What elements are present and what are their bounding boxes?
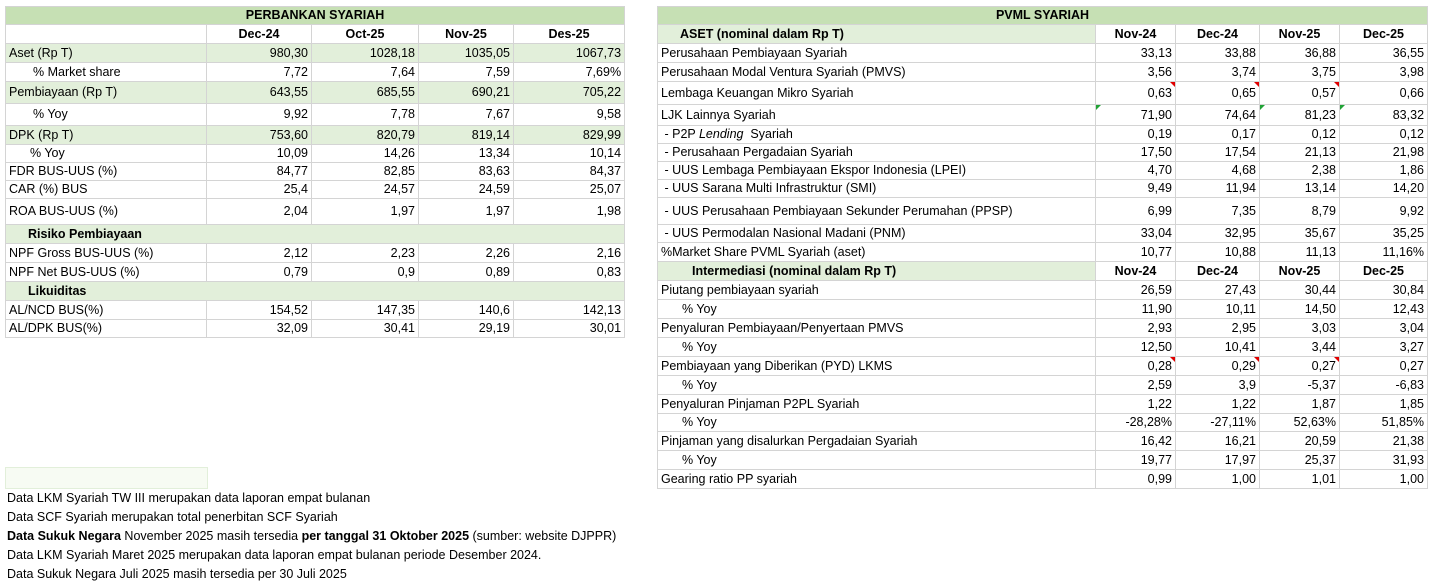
cell: 0,89 bbox=[419, 263, 514, 282]
cell: 33,13 bbox=[1096, 44, 1176, 63]
cell: 0,79 bbox=[207, 263, 312, 282]
cell: 1035,05 bbox=[419, 44, 514, 63]
cell: 21,98 bbox=[1340, 144, 1428, 162]
row-label: Perusahaan Modal Ventura Syariah (PMVS) bbox=[658, 63, 1096, 82]
cell: 9,92 bbox=[1340, 198, 1428, 225]
cell: 83,32 bbox=[1340, 105, 1428, 126]
cell: 690,21 bbox=[419, 82, 514, 104]
cell: 31,93 bbox=[1340, 451, 1428, 470]
corner-cell bbox=[6, 25, 207, 44]
row-label: LJK Lainnya Syariah bbox=[658, 105, 1096, 126]
row-label: FDR BUS-UUS (%) bbox=[6, 163, 207, 181]
row-label: Piutang pembiayaan syariah bbox=[658, 281, 1096, 300]
row-label: DPK (Rp T) bbox=[6, 126, 207, 145]
col-header: Des-25 bbox=[514, 25, 625, 44]
table-row bbox=[658, 105, 1428, 126]
table-row bbox=[6, 301, 625, 320]
cell: 35,25 bbox=[1340, 225, 1428, 243]
cell: 0,66 bbox=[1340, 82, 1428, 105]
cell: 1,00 bbox=[1340, 470, 1428, 489]
row-label: Perusahaan Pembiayaan Syariah bbox=[658, 44, 1096, 63]
cell: -6,83 bbox=[1340, 376, 1428, 395]
footnote: Data LKM Syariah TW III merupakan data laporan empat bulanan bbox=[7, 491, 371, 505]
cell: 12,50 bbox=[1096, 338, 1176, 357]
cell: 30,01 bbox=[514, 320, 625, 338]
cell: 25,07 bbox=[514, 181, 625, 199]
cell: 3,44 bbox=[1260, 338, 1340, 357]
cell: 32,95 bbox=[1176, 225, 1260, 243]
cell: 0,28 bbox=[1096, 357, 1176, 376]
col-header: Nov-25 bbox=[1260, 25, 1340, 44]
section-row bbox=[6, 225, 625, 244]
cell: 30,84 bbox=[1340, 281, 1428, 300]
table-row bbox=[6, 163, 625, 181]
cell: 0,63 bbox=[1096, 82, 1176, 105]
cell: 7,59 bbox=[419, 63, 514, 82]
perbankan-title: PERBANKAN SYARIAH bbox=[6, 7, 625, 25]
cell: 11,16% bbox=[1340, 243, 1428, 262]
col-header: Dec-24 bbox=[207, 25, 312, 44]
cell: 10,41 bbox=[1176, 338, 1260, 357]
cell: 0,17 bbox=[1176, 126, 1260, 144]
cell: 51,85% bbox=[1340, 414, 1428, 432]
perbankan-syariah-table bbox=[5, 6, 625, 338]
cell: 140,6 bbox=[419, 301, 514, 320]
col-header: Dec-25 bbox=[1340, 25, 1428, 44]
cell: 25,37 bbox=[1260, 451, 1340, 470]
cell: 3,98 bbox=[1340, 63, 1428, 82]
footnote-bold: Data Sukuk Negara bbox=[7, 529, 121, 543]
cell: 2,16 bbox=[514, 244, 625, 263]
table-row bbox=[658, 144, 1428, 162]
table-row bbox=[658, 126, 1428, 144]
cell: 10,09 bbox=[207, 145, 312, 163]
cell: 3,03 bbox=[1260, 319, 1340, 338]
cell: 14,20 bbox=[1340, 180, 1428, 198]
table-row bbox=[6, 82, 625, 104]
cell: 10,77 bbox=[1096, 243, 1176, 262]
footnote: Data LKM Syariah Maret 2025 merupakan data laporan empat bulanan periode Desember 2024. bbox=[7, 548, 542, 562]
cell: 30,41 bbox=[312, 320, 419, 338]
cell: 1,97 bbox=[419, 199, 514, 225]
cell: 13,34 bbox=[419, 145, 514, 163]
row-label: Lembaga Keuangan Mikro Syariah bbox=[658, 82, 1096, 105]
cell: 10,88 bbox=[1176, 243, 1260, 262]
row-label: % Yoy bbox=[658, 451, 1096, 470]
cell: 1,97 bbox=[312, 199, 419, 225]
cell: 7,78 bbox=[312, 104, 419, 126]
cell: 21,38 bbox=[1340, 432, 1428, 451]
row-label: Pembiayaan yang Diberikan (PYD) LKMS bbox=[658, 357, 1096, 376]
table-row bbox=[658, 376, 1428, 395]
cell: 0,12 bbox=[1260, 126, 1340, 144]
label-suffix: Syariah bbox=[743, 127, 793, 142]
cell: 0,27 bbox=[1340, 357, 1428, 376]
cell: 1,85 bbox=[1340, 395, 1428, 414]
cell: 829,99 bbox=[514, 126, 625, 145]
cell: 819,14 bbox=[419, 126, 514, 145]
cell: 33,04 bbox=[1096, 225, 1176, 243]
table-row bbox=[6, 320, 625, 338]
footnote-bold: per tanggal 31 Oktober 2025 bbox=[301, 529, 470, 543]
footnote-text: November 2025 masih tersedia bbox=[120, 529, 302, 543]
table-row bbox=[6, 104, 625, 126]
table-row bbox=[658, 470, 1428, 489]
table-row bbox=[658, 357, 1428, 376]
row-label: Penyaluran Pinjaman P2PL Syariah bbox=[658, 395, 1096, 414]
row-label: NPF Gross BUS-UUS (%) bbox=[6, 244, 207, 263]
table-row bbox=[6, 145, 625, 163]
cell: 19,77 bbox=[1096, 451, 1176, 470]
cell: 2,95 bbox=[1176, 319, 1260, 338]
pvml-title: PVML SYARIAH bbox=[658, 7, 1428, 25]
footnote-text: (sumber: website DJPPR) bbox=[469, 529, 617, 543]
footnote: Data SCF Syariah merupakan total penerbitan SCF Syariah bbox=[7, 510, 338, 524]
table-row bbox=[658, 162, 1428, 180]
row-label: CAR (%) BUS bbox=[6, 181, 207, 199]
cell: 17,54 bbox=[1176, 144, 1260, 162]
cell: 705,22 bbox=[514, 82, 625, 104]
cell: 35,67 bbox=[1260, 225, 1340, 243]
col-header: Nov-25 bbox=[419, 25, 514, 44]
cell: 12,43 bbox=[1340, 300, 1428, 319]
cell: 1,00 bbox=[1176, 470, 1260, 489]
cell: 8,79 bbox=[1260, 198, 1340, 225]
cell: 1028,18 bbox=[312, 44, 419, 63]
cell: 0,19 bbox=[1096, 126, 1176, 144]
cell: 2,93 bbox=[1096, 319, 1176, 338]
footnotes bbox=[7, 489, 616, 584]
table-row bbox=[6, 244, 625, 263]
cell: 0,99 bbox=[1096, 470, 1176, 489]
table-row bbox=[658, 180, 1428, 198]
cell: -5,37 bbox=[1260, 376, 1340, 395]
cell: 71,90 bbox=[1096, 105, 1176, 126]
label-prefix: - P2P bbox=[661, 127, 699, 142]
cell: 0,57 bbox=[1260, 82, 1340, 105]
table-row bbox=[6, 63, 625, 82]
cell: 2,23 bbox=[312, 244, 419, 263]
cell: 3,04 bbox=[1340, 319, 1428, 338]
cell: -28,28% bbox=[1096, 414, 1176, 432]
cell: 142,13 bbox=[514, 301, 625, 320]
row-label: % Yoy bbox=[6, 104, 207, 126]
table-row bbox=[658, 198, 1428, 225]
cell: 643,55 bbox=[207, 82, 312, 104]
cell: 3,9 bbox=[1176, 376, 1260, 395]
table-row bbox=[658, 414, 1428, 432]
cell: 147,35 bbox=[312, 301, 419, 320]
cell: 30,44 bbox=[1260, 281, 1340, 300]
row-label: - UUS Permodalan Nasional Madani (PNM) bbox=[658, 225, 1096, 243]
cell: 154,52 bbox=[207, 301, 312, 320]
cell: 82,85 bbox=[312, 163, 419, 181]
cell: 52,63% bbox=[1260, 414, 1340, 432]
row-label: - Perusahaan Pergadaian Syariah bbox=[658, 144, 1096, 162]
cell: 2,04 bbox=[207, 199, 312, 225]
cell: 36,88 bbox=[1260, 44, 1340, 63]
cell: 0,9 bbox=[312, 263, 419, 282]
cell: 11,94 bbox=[1176, 180, 1260, 198]
cell: 36,55 bbox=[1340, 44, 1428, 63]
table-row bbox=[658, 319, 1428, 338]
cell: 2,59 bbox=[1096, 376, 1176, 395]
cell: 74,64 bbox=[1176, 105, 1260, 126]
section-label: Risiko Pembiayaan bbox=[6, 225, 625, 244]
cell: 24,59 bbox=[419, 181, 514, 199]
cell: 753,60 bbox=[207, 126, 312, 145]
table-row bbox=[6, 199, 625, 225]
row-label: % Yoy bbox=[658, 376, 1096, 395]
row-label: AL/NCD BUS(%) bbox=[6, 301, 207, 320]
cell: 25,4 bbox=[207, 181, 312, 199]
cell: -27,11% bbox=[1176, 414, 1260, 432]
row-label: % Yoy bbox=[658, 414, 1096, 432]
table-row bbox=[658, 451, 1428, 470]
table-row bbox=[658, 63, 1428, 82]
row-label: ROA BUS-UUS (%) bbox=[6, 199, 207, 225]
cell: 1,98 bbox=[514, 199, 625, 225]
row-label: Pembiayaan (Rp T) bbox=[6, 82, 207, 104]
cell: 29,19 bbox=[419, 320, 514, 338]
pvml-syariah-table bbox=[657, 6, 1428, 489]
cell: 9,58 bbox=[514, 104, 625, 126]
col-header: Dec-24 bbox=[1176, 262, 1260, 281]
table-row bbox=[658, 281, 1428, 300]
cell: 0,12 bbox=[1340, 126, 1428, 144]
cell: 11,90 bbox=[1096, 300, 1176, 319]
cell: 21,13 bbox=[1260, 144, 1340, 162]
col-header: Dec-24 bbox=[1176, 25, 1260, 44]
cell: 4,68 bbox=[1176, 162, 1260, 180]
cell: 4,70 bbox=[1096, 162, 1176, 180]
cell: 84,37 bbox=[514, 163, 625, 181]
footnote: Data Sukuk Negara Juli 2025 masih tersedia per 30 Juli 2025 bbox=[7, 567, 347, 581]
label-italic: Lending bbox=[698, 127, 744, 142]
row-label: - UUS Sarana Multi Infrastruktur (SMI) bbox=[658, 180, 1096, 198]
cell: 6,99 bbox=[1096, 198, 1176, 225]
row-label: % Yoy bbox=[658, 338, 1096, 357]
cell: 7,72 bbox=[207, 63, 312, 82]
cell: 7,69% bbox=[514, 63, 625, 82]
table-row bbox=[658, 300, 1428, 319]
cell: 81,23 bbox=[1260, 105, 1340, 126]
cell: 10,14 bbox=[514, 145, 625, 163]
cell: 0,27 bbox=[1260, 357, 1340, 376]
table-row bbox=[6, 126, 625, 145]
cell: 14,26 bbox=[312, 145, 419, 163]
cell: 26,59 bbox=[1096, 281, 1176, 300]
row-label: % Yoy bbox=[658, 300, 1096, 319]
table-row bbox=[6, 181, 625, 199]
row-label: % Market share bbox=[6, 63, 207, 82]
table-row bbox=[658, 395, 1428, 414]
row-label: NPF Net BUS-UUS (%) bbox=[6, 263, 207, 282]
cell: 13,14 bbox=[1260, 180, 1340, 198]
cell: 2,26 bbox=[419, 244, 514, 263]
col-header: Nov-24 bbox=[1096, 262, 1176, 281]
cell: 20,59 bbox=[1260, 432, 1340, 451]
cell: 980,30 bbox=[207, 44, 312, 63]
table-row bbox=[658, 82, 1428, 105]
cell: 1,22 bbox=[1176, 395, 1260, 414]
row-label: %Market Share PVML Syariah (aset) bbox=[658, 243, 1096, 262]
cell: 3,75 bbox=[1260, 63, 1340, 82]
cell: 3,27 bbox=[1340, 338, 1428, 357]
col-header: Nov-25 bbox=[1260, 262, 1340, 281]
cell: 7,67 bbox=[419, 104, 514, 126]
table-row bbox=[658, 432, 1428, 451]
cell: 1,87 bbox=[1260, 395, 1340, 414]
row-label: Pinjaman yang disalurkan Pergadaian Syariah bbox=[658, 432, 1096, 451]
table-row bbox=[658, 225, 1428, 243]
cell: 685,55 bbox=[312, 82, 419, 104]
cell: 33,88 bbox=[1176, 44, 1260, 63]
footnote bbox=[7, 527, 616, 546]
cell: 10,11 bbox=[1176, 300, 1260, 319]
row-label: Penyaluran Pembiayaan/Penyertaan PMVS bbox=[658, 319, 1096, 338]
cell: 17,97 bbox=[1176, 451, 1260, 470]
cell: 1,01 bbox=[1260, 470, 1340, 489]
table-row bbox=[658, 243, 1428, 262]
row-label: Gearing ratio PP syariah bbox=[658, 470, 1096, 489]
cell: 820,79 bbox=[312, 126, 419, 145]
asset-header: ASET (nominal dalam Rp T) bbox=[658, 25, 1096, 44]
row-label: % Yoy bbox=[6, 145, 207, 163]
section-label: Likuiditas bbox=[6, 282, 625, 301]
row-label: - UUS Perusahaan Pembiayaan Sekunder Perumahan (PPSP) bbox=[658, 198, 1096, 225]
cell: 16,42 bbox=[1096, 432, 1176, 451]
cell: 3,74 bbox=[1176, 63, 1260, 82]
cell: 1067,73 bbox=[514, 44, 625, 63]
cell: 7,64 bbox=[312, 63, 419, 82]
cell: 0,29 bbox=[1176, 357, 1260, 376]
table-row bbox=[658, 338, 1428, 357]
table-row bbox=[658, 44, 1428, 63]
cell: 2,12 bbox=[207, 244, 312, 263]
cell: 9,49 bbox=[1096, 180, 1176, 198]
table-row bbox=[6, 44, 625, 63]
cell: 2,38 bbox=[1260, 162, 1340, 180]
row-label: - UUS Lembaga Pembiayaan Ekspor Indonesia (LPEI) bbox=[658, 162, 1096, 180]
col-header: Nov-24 bbox=[1096, 25, 1176, 44]
cell: 1,22 bbox=[1096, 395, 1176, 414]
cell: 0,83 bbox=[514, 263, 625, 282]
cell: 27,43 bbox=[1176, 281, 1260, 300]
row-label bbox=[658, 126, 1096, 144]
intermediasi-header: Intermediasi (nominal dalam Rp T) bbox=[658, 262, 1096, 281]
row-label: AL/DPK BUS(%) bbox=[6, 320, 207, 338]
col-header: Oct-25 bbox=[312, 25, 419, 44]
table-row bbox=[6, 263, 625, 282]
cell: 11,13 bbox=[1260, 243, 1340, 262]
cell: 9,92 bbox=[207, 104, 312, 126]
cell: 32,09 bbox=[207, 320, 312, 338]
section-row bbox=[6, 282, 625, 301]
cell: 1,86 bbox=[1340, 162, 1428, 180]
col-header: Dec-25 bbox=[1340, 262, 1428, 281]
cell: 84,77 bbox=[207, 163, 312, 181]
cell: 24,57 bbox=[312, 181, 419, 199]
cell: 0,65 bbox=[1176, 82, 1260, 105]
cell: 14,50 bbox=[1260, 300, 1340, 319]
cell: 7,35 bbox=[1176, 198, 1260, 225]
cell: 83,63 bbox=[419, 163, 514, 181]
cell: 17,50 bbox=[1096, 144, 1176, 162]
cell: 16,21 bbox=[1176, 432, 1260, 451]
cell: 3,56 bbox=[1096, 63, 1176, 82]
row-label: Aset (Rp T) bbox=[6, 44, 207, 63]
empty-note-cell bbox=[5, 467, 208, 489]
